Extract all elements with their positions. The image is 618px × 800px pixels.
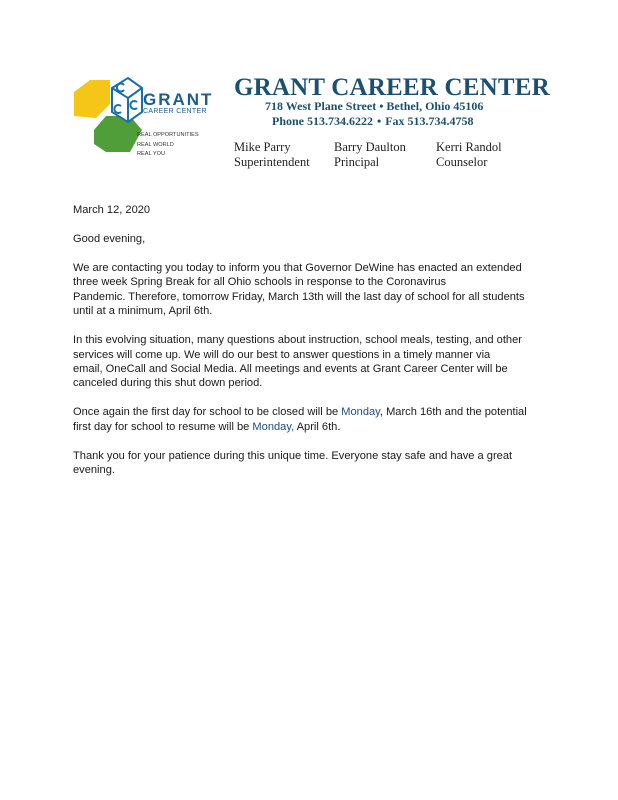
bullet: • — [379, 99, 384, 113]
paragraph-line — [73, 405, 553, 419]
fax-number: Fax 513.734.4758 — [385, 114, 474, 128]
paragraph-line: In this evolving situation, many questions about instruction, school meals, testing, and other — [73, 334, 522, 347]
paragraph-dates — [73, 405, 553, 434]
letter-date: March 12, 2020 — [73, 204, 151, 216]
logo-word: GRANT — [143, 90, 214, 109]
logo-subtitle: CAREER CENTER — [143, 108, 207, 115]
staff-name: Barry Daulton — [334, 140, 406, 154]
paragraph-line: services will come up. We will do our best to answer questions in a timely manner via — [73, 348, 491, 361]
highlighted-day: Monday — [341, 406, 380, 419]
paragraph-line: email, OneCall and Social Media. All meetings and events at Grant Career Center will be — [73, 363, 508, 376]
contact-line — [272, 114, 474, 129]
letter-body — [73, 203, 553, 492]
paragraph-closing — [73, 449, 553, 478]
paragraph-line: three week Spring Break for all Ohio schools in response to the Coronavirus — [73, 276, 447, 289]
staff-title: Principal — [334, 155, 380, 169]
staff-name: Mike Parry — [234, 140, 291, 154]
highlighted-day: Monday, — [252, 420, 295, 433]
text-segment: Once again the first day for school to be closed will be — [73, 406, 342, 419]
phone-number: Phone 513.734.6222 — [272, 114, 374, 128]
tagline-line: REAL YOU — [137, 151, 165, 157]
staff-principal — [334, 140, 406, 170]
paragraph-announcement — [73, 261, 553, 319]
staff-title: Superintendent — [234, 155, 310, 169]
staff-name: Kerri Randol — [436, 140, 502, 154]
address-street: 718 West Plane Street — [265, 99, 377, 113]
paragraph-line: Pandemic. Therefore, tomorrow Friday, March 13th will the last day of school for all students — [73, 290, 525, 303]
staff-counselor — [436, 140, 502, 170]
organization-name: GRANT CAREER CENTER — [234, 74, 550, 101]
paragraph-line: canceled during this shut down period. — [73, 377, 263, 390]
staff-title: Counselor — [436, 155, 488, 169]
gcc-cube-icon — [112, 78, 142, 122]
address-city: Bethel, Ohio 45106 — [386, 99, 484, 113]
tagline-line: REAL OPPORTUNITIES — [137, 132, 199, 138]
paragraph-questions — [73, 333, 553, 391]
text-segment: , March 16th and the potential — [379, 406, 527, 419]
text-segment: first day for school to resume will be — [73, 420, 253, 433]
staff-superintendent — [234, 140, 310, 170]
paragraph-line — [73, 420, 553, 434]
paragraph-line: evening. — [73, 464, 115, 477]
yellow-hexagon — [74, 80, 110, 118]
bullet: • — [377, 114, 382, 128]
letter-greeting: Good evening, — [73, 233, 146, 245]
green-hexagon — [94, 116, 142, 152]
address-line — [265, 99, 483, 114]
paragraph-line: We are contacting you today to inform you that Governor DeWine has enacted an extended — [73, 262, 522, 274]
text-segment: April 6th. — [294, 420, 341, 433]
paragraph-line: Thank you for your patience during this unique time. Everyone stay safe and have a great — [73, 449, 513, 462]
tagline-line: REAL WORLD — [137, 141, 174, 148]
paragraph-line: until at a minimum, April 6th. — [73, 305, 213, 318]
logo-tagline — [137, 131, 199, 160]
